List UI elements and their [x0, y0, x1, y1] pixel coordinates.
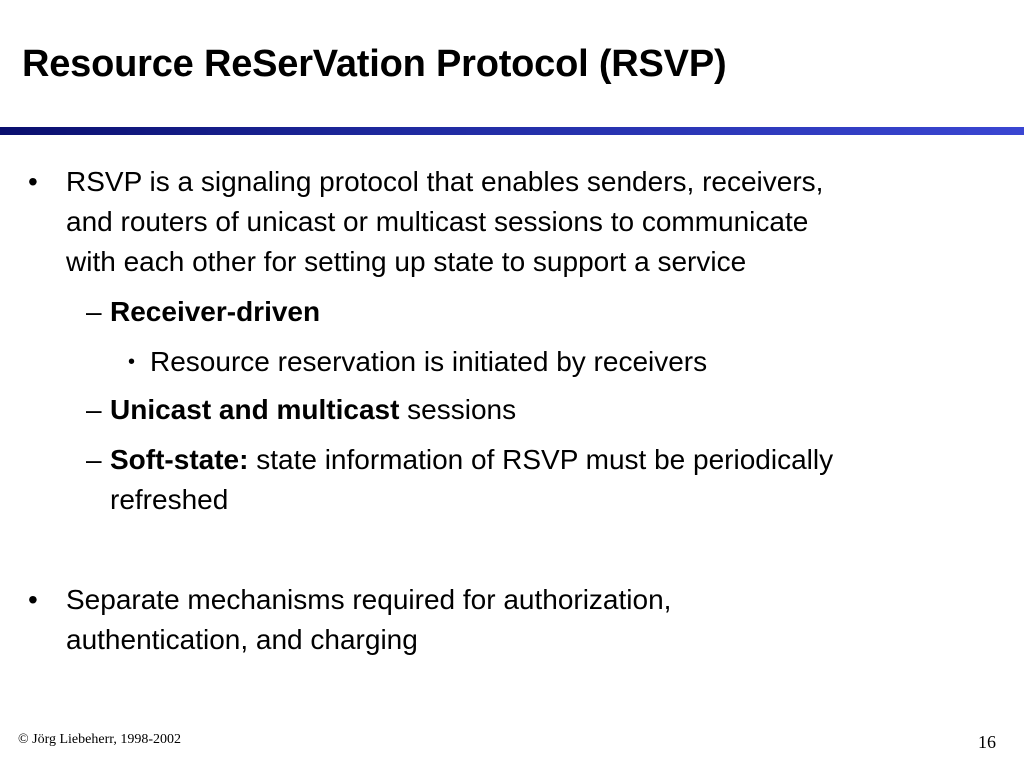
dash-marker: –: [86, 394, 102, 425]
page-number: 16: [978, 732, 996, 752]
sub-sub-bullet-text: Resource reservation is initiated by receivers: [150, 346, 708, 377]
bullet-1-line-3: with each other for setting up state to support a service: [66, 246, 747, 277]
sub-bullet-soft-state: [110, 440, 833, 480]
sub-bullet-bold-text: Soft-state:: [110, 444, 249, 475]
sub-bullet-soft-state-line-2: refreshed: [110, 484, 229, 515]
dash-marker: –: [86, 444, 102, 475]
bullet-marker: •: [28, 584, 38, 615]
bullet-2-line-2: authentication, and charging: [66, 624, 418, 655]
sub-bullet-unicast-multicast: [110, 390, 516, 430]
sub-bullet-text: state information of RSVP must be periodically: [248, 444, 834, 475]
sub-bullet-bold-text: Receiver-driven: [110, 296, 321, 327]
bullet-1-line-2: and routers of unicast or multicast sessions to communicate: [66, 206, 809, 237]
slide-title: Resource ReSerVation Protocol (RSVP): [22, 43, 727, 85]
sub-bullet-bold-text: Unicast and multicast: [110, 394, 400, 425]
bullet-marker: •: [28, 166, 38, 197]
bullet-2-line-1: Separate mechanisms required for authorization,: [66, 584, 672, 615]
sub-bullet-text: sessions: [399, 394, 517, 425]
footer-copyright: © Jörg Liebeherr, 1998-2002: [18, 732, 182, 747]
bullet-marker-small: •: [128, 351, 136, 373]
sub-bullet-receiver-driven: [110, 292, 320, 332]
bullet-1-line-1: RSVP is a signaling protocol that enables senders, receivers,: [66, 166, 824, 197]
dash-marker: –: [86, 296, 102, 327]
